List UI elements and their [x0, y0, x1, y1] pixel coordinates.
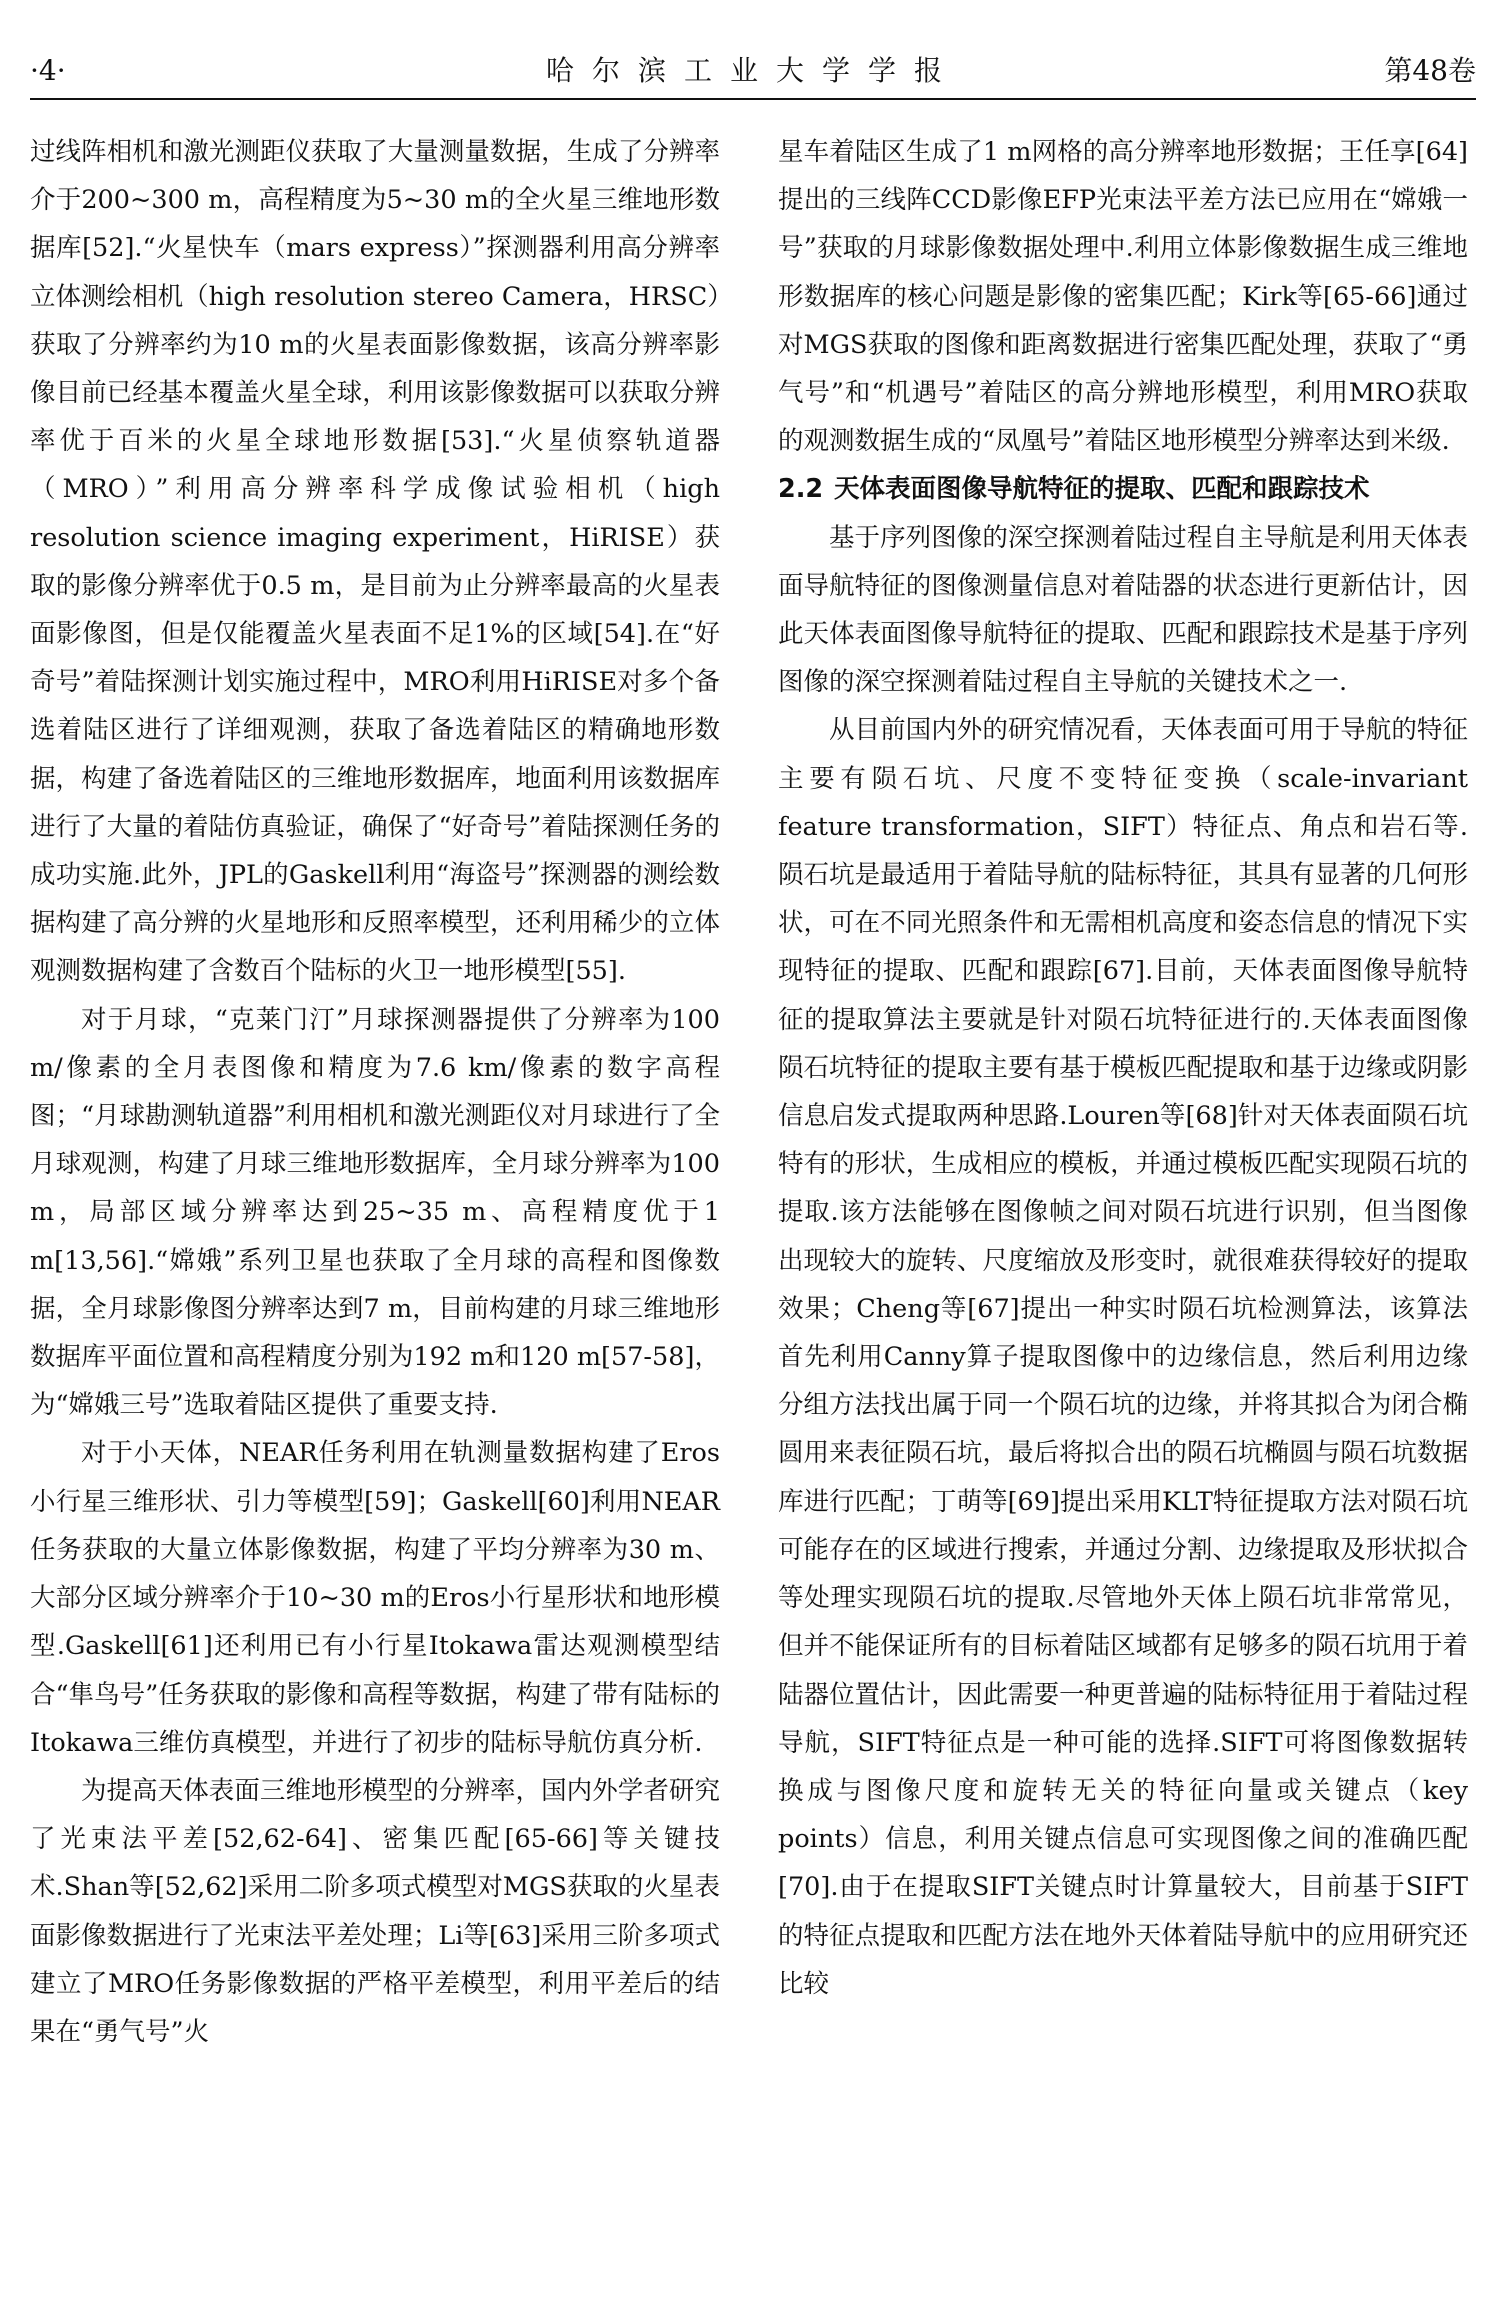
body-paragraph: 对于小天体，NEAR任务利用在轨测量数据构建了Eros小行星三维形状、引力等模型[59]；Gaskell[60]利用NEAR任务获取的大量立体影像数据，构建了平均分辨率为30 m、大部分区域分辨率介于10~30 m的Eros小行星形状和地形模型.Gaskell[61]还利用已有小行星Itokawa雷达观测模型结合“隼鸟号”任务获取的影像和高程等数据，构建了带有陆标的Itokawa三维仿真模型，并进行了初步的陆标导航仿真分析.	[30, 1438, 720, 1758]
body-paragraph: 为提高天体表面三维地形模型的分辨率，国内外学者研究了光束法平差[52,62-64]、密集匹配[65-66]等关键技术.Shan等[52,62]采用二阶多项式模型对MGS获取的火星表面影像数据进行了光束法平差处理；Li等[63]采用三阶多项式建立了MRO任务影像数据的严格平差模型，利用平差后的结果在“勇气号”火	[30, 1775, 720, 2047]
page-number: ·4·	[30, 54, 66, 87]
body-paragraph: 过线阵相机和激光测距仪获取了大量测量数据，生成了分辨率介于200~300 m，高程精度为5~30 m的全火星三维地形数据库[52].“火星快车（mars express）”探测器利用高分辨率立体测绘相机（high resolution stereo Camera，HRSC）获取了分辨率约为10 m的火星表面影像数据，该高分辨率影像目前已经基本覆盖火星全球，利用该影像数据可以获取分辨率优于百米的火星全球地形数据[53].“火星侦察轨道器（MRO）”利用高分辨率科学成像试验相机（high resolution science imaging experiment，HiRISE）获取的影像分辨率优于0.5 m，是目前为止分辨率最高的火星表面影像图，但是仅能覆盖火星表面不足1%的区域[54].在“好奇号”着陆探测计划实施过程中，MRO利用HiRISE对多个备选着陆区进行了详细观测，获取了备选着陆区的精确地形数据，构建了备选着陆区的三维地形数据库，地面利用该数据库进行了大量的着陆仿真验证，确保了“好奇号”着陆探测任务的成功实施.此外，JPL的Gaskell利用“海盗号”探测器的测绘数据构建了高分辨的火星地形和反照率模型，还利用稀少的立体观测数据构建了含数百个陆标的火卫一地形模型[55].	[30, 137, 720, 987]
body-paragraph: 对于月球，“克莱门汀”月球探测器提供了分辨率为100 m/像素的全月表图像和精度为7.6 km/像素的数字高程图；“月球勘测轨道器”利用相机和激光测距仪对月球进行了全月球观测，构建了月球三维地形数据库，全月球分辨率为100 m，局部区域分辨率达到25~35 m、高程精度优于1 m[13,56].“嫦娥”系列卫星也获取了全月球的高程和图像数据，全月球影像图分辨率达到7 m，目前构建的月球三维地形数据库平面位置和高程精度分别为192 m和120 m[57-58]，为“嫦娥三号”选取着陆区提供了重要支持.	[30, 1004, 720, 1421]
body-paragraph: 星车着陆区生成了1 m网格的高分辨率地形数据；王任享[64]提出的三线阵CCD影像EFP光束法平差方法已应用在“嫦娥一号”获取的月球影像数据处理中.利用立体影像数据生成三维地形数据库的核心问题是影像的密集匹配；Kirk等[65-66]通过对MGS获取的图像和距离数据进行密集匹配处理，获取了“勇气号”和“机遇号”着陆区的高分辨地形模型，利用MRO获取的观测数据生成的“凤凰号”着陆区地形模型分辨率达到米级.	[778, 137, 1468, 457]
header-rule	[30, 98, 1476, 100]
section-title: 天体表面图像导航特征的提取、匹配和跟踪技术	[834, 474, 1370, 505]
body-paragraph: 从目前国内外的研究情况看，天体表面可用于导航的特征主要有陨石坑、尺度不变特征变换（scale-invariant feature transformation，SIFT）特征点、角点和岩石等.陨石坑是最适用于着陆导航的陆标特征，其具有显著的几何形状，可在不同光照条件和无需相机高度和姿态信息的情况下实现特征的提取、匹配和跟踪[67].目前，天体表面图像导航特征的提取算法主要就是针对陨石坑特征进行的.天体表面图像陨石坑特征的提取主要有基于模板匹配提取和基于边缘或阴影信息启发式提取两种思路.Louren等[68]针对天体表面陨石坑特有的形状，生成相应的模板，并通过模板匹配实现陨石坑的提取.该方法能够在图像帧之间对陨石坑进行识别，但当图像出现较大的旋转、尺度缩放及形变时，就很难获得较好的提取效果；Cheng等[67]提出一种实时陨石坑检测算法，该算法首先利用Canny算子提取图像中的边缘信息，然后利用边缘分组方法找出属于同一个陨石坑的边缘，并将其拟合为闭合椭圆用来表征陨石坑，最后将拟合出的陨石坑椭圆与陨石坑数据库进行匹配；丁萌等[69]提出采用KLT特征提取方法对陨石坑可能存在的区域进行搜索，并通过分割、边缘提取及形状拟合等处理实现陨石坑的提取.尽管地外天体上陨石坑非常常见，但并不能保证所有的目标着陆区域都有足够多的陨石坑用于着陆器位置估计，因此需要一种更普遍的陆标特征用于着陆过程导航，SIFT特征点是一种可能的选择.SIFT可将图像数据转换成与图像尺度和旋转无关的特征向量或关键点（key points）信息，利用关键点信息可实现图像之间的准确匹配[70].由于在提取SIFT关键点时计算量较大，目前基于SIFT的特征点提取和匹配方法在地外天体着陆导航中的应用研究还比较	[778, 715, 1468, 1999]
journal-title: 哈尔滨工业大学学报	[545, 54, 960, 87]
body-paragraph: 基于序列图像的深空探测着陆过程自主导航是利用天体表面导航特征的图像测量信息对着陆器的状态进行更新估计，因此天体表面图像导航特征的提取、匹配和跟踪技术是基于序列图像的深空探测着陆过程自主导航的关键技术之一.	[778, 522, 1468, 698]
running-header	[30, 48, 1476, 94]
left-column	[30, 128, 720, 2056]
right-column	[778, 128, 1468, 2008]
section-number: 2.2	[778, 474, 824, 505]
volume-label: 第48卷	[1384, 54, 1476, 87]
section-heading	[778, 465, 1468, 513]
